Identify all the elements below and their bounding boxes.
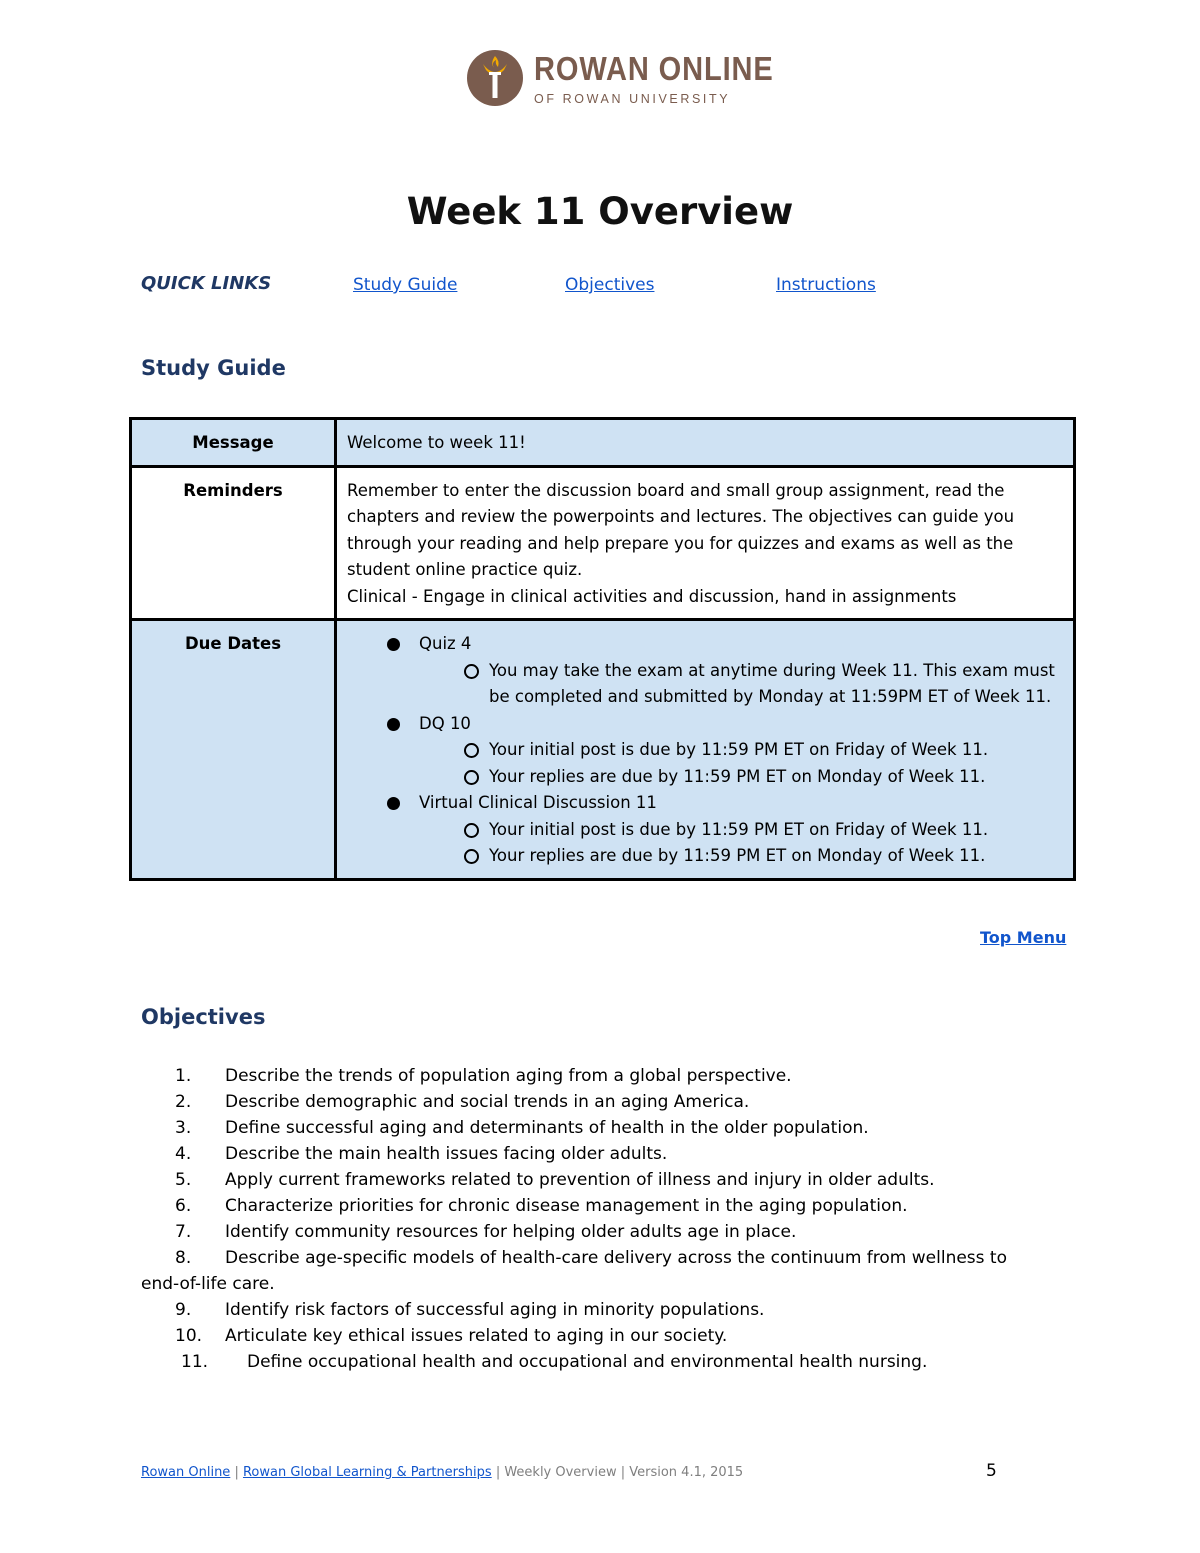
reminders-line: chapters and review the powerpoints and lectures. The objectives can guide you — [347, 507, 1015, 526]
due-item — [347, 711, 1063, 791]
due-item-title: Quiz 4 — [419, 634, 472, 653]
objective-item: 9. Identify risk factors of successful aging in minority populations. — [175, 1300, 765, 1320]
due-subitem: Your replies are due by 11:59 PM ET on Monday of Week 11. — [419, 764, 1063, 791]
objective-item: 2. Describe demographic and social trends in an aging America. — [175, 1092, 750, 1112]
logo-name: ROWAN ONLINE — [534, 50, 774, 87]
footer-text: | Weekly Overview | Version 4.1, 2015 — [491, 1465, 744, 1480]
objective-item: 10. Articulate key ethical issues related to aging in our society. — [175, 1326, 728, 1346]
objective-item: 5. Apply current frameworks related to prevention of illness and injury in older adults. — [175, 1170, 935, 1190]
objective-item: 3. Define successful aging and determinants of health in the older population. — [175, 1118, 869, 1138]
top-menu-link[interactable]: Top Menu — [980, 928, 1067, 947]
page-title: Week 11 Overview — [406, 190, 794, 233]
due-item-title: DQ 10 — [419, 713, 471, 733]
due-dates-list — [336, 620, 1075, 880]
reminders-line: Remember to enter the discussion board and small group assignment, read the — [347, 480, 1005, 500]
page-number: 5 — [986, 1461, 997, 1481]
objective-item: 8. Describe age-specific models of health-care delivery across the continuum from wellness to end-of-life care. — [141, 1248, 1007, 1294]
study-guide-heading: Study Guide — [141, 356, 286, 380]
quick-link-objectives[interactable]: Objectives — [565, 275, 655, 295]
study-guide-table — [129, 417, 1076, 881]
footer-link-rowan-online[interactable]: Rowan Online — [141, 1465, 231, 1480]
footer-link-global-learning[interactable]: Rowan Global Learning & Partnerships — [242, 1465, 492, 1480]
due-item — [347, 790, 1063, 870]
due-subitem: Your initial post is due by 11:59 PM ET on Friday of Week 11. — [419, 817, 1063, 844]
reminders-line: Clinical - Engage in clinical activities and discussion, hand in assignments — [347, 586, 957, 606]
footer-separator: | — [230, 1465, 243, 1480]
torch-icon — [467, 50, 523, 106]
objective-item: 6. Characterize priorities for chronic disease management in the aging population. — [175, 1196, 908, 1216]
due-item-title: Virtual Clinical Discussion 11 — [419, 793, 657, 812]
reminders-text — [336, 466, 1075, 620]
due-subitem: Your replies are due by 11:59 PM ET on Monday of Week 11. — [419, 843, 1063, 870]
reminders-line: student online practice quiz. — [347, 560, 583, 579]
objective-item: 1. Describe the trends of population aging from a global perspective. — [175, 1066, 792, 1086]
quick-link-study-guide[interactable]: Study Guide — [353, 275, 458, 295]
due-subitem: Your initial post is due by 11:59 PM ET on Friday of Week 11. — [419, 737, 1063, 764]
reminders-row — [131, 466, 1075, 620]
message-row — [131, 419, 1075, 467]
logo-subtitle: OF ROWAN UNIVERSITY — [534, 92, 731, 106]
message-label: Message — [131, 419, 336, 467]
objectives-heading: Objectives — [141, 1005, 266, 1029]
due-dates-row — [131, 620, 1075, 880]
footer — [141, 1465, 743, 1480]
objective-item: 11. Define occupational health and occupational and environmental health nursing. — [181, 1352, 928, 1372]
reminders-line: through your reading and help prepare you for quizzes and exams as well as the — [347, 533, 1014, 553]
due-subitem: You may take the exam at anytime during Week 11. This exam must be completed and submitted by Monday at 11:59PM ET of Week 11. — [419, 658, 1063, 711]
quick-link-instructions[interactable]: Instructions — [776, 275, 876, 295]
objective-item: 4. Describe the main health issues facing older adults. — [175, 1144, 668, 1164]
quick-links-label: QUICK LINKS — [141, 273, 272, 294]
objectives-list — [141, 1063, 1041, 1375]
due-dates-label: Due Dates — [131, 620, 336, 880]
message-text: Welcome to week 11! — [336, 419, 1075, 467]
due-item — [347, 631, 1063, 711]
objective-item: 7. Identify community resources for helping older adults age in place. — [175, 1222, 797, 1242]
reminders-label: Reminders — [131, 466, 336, 620]
